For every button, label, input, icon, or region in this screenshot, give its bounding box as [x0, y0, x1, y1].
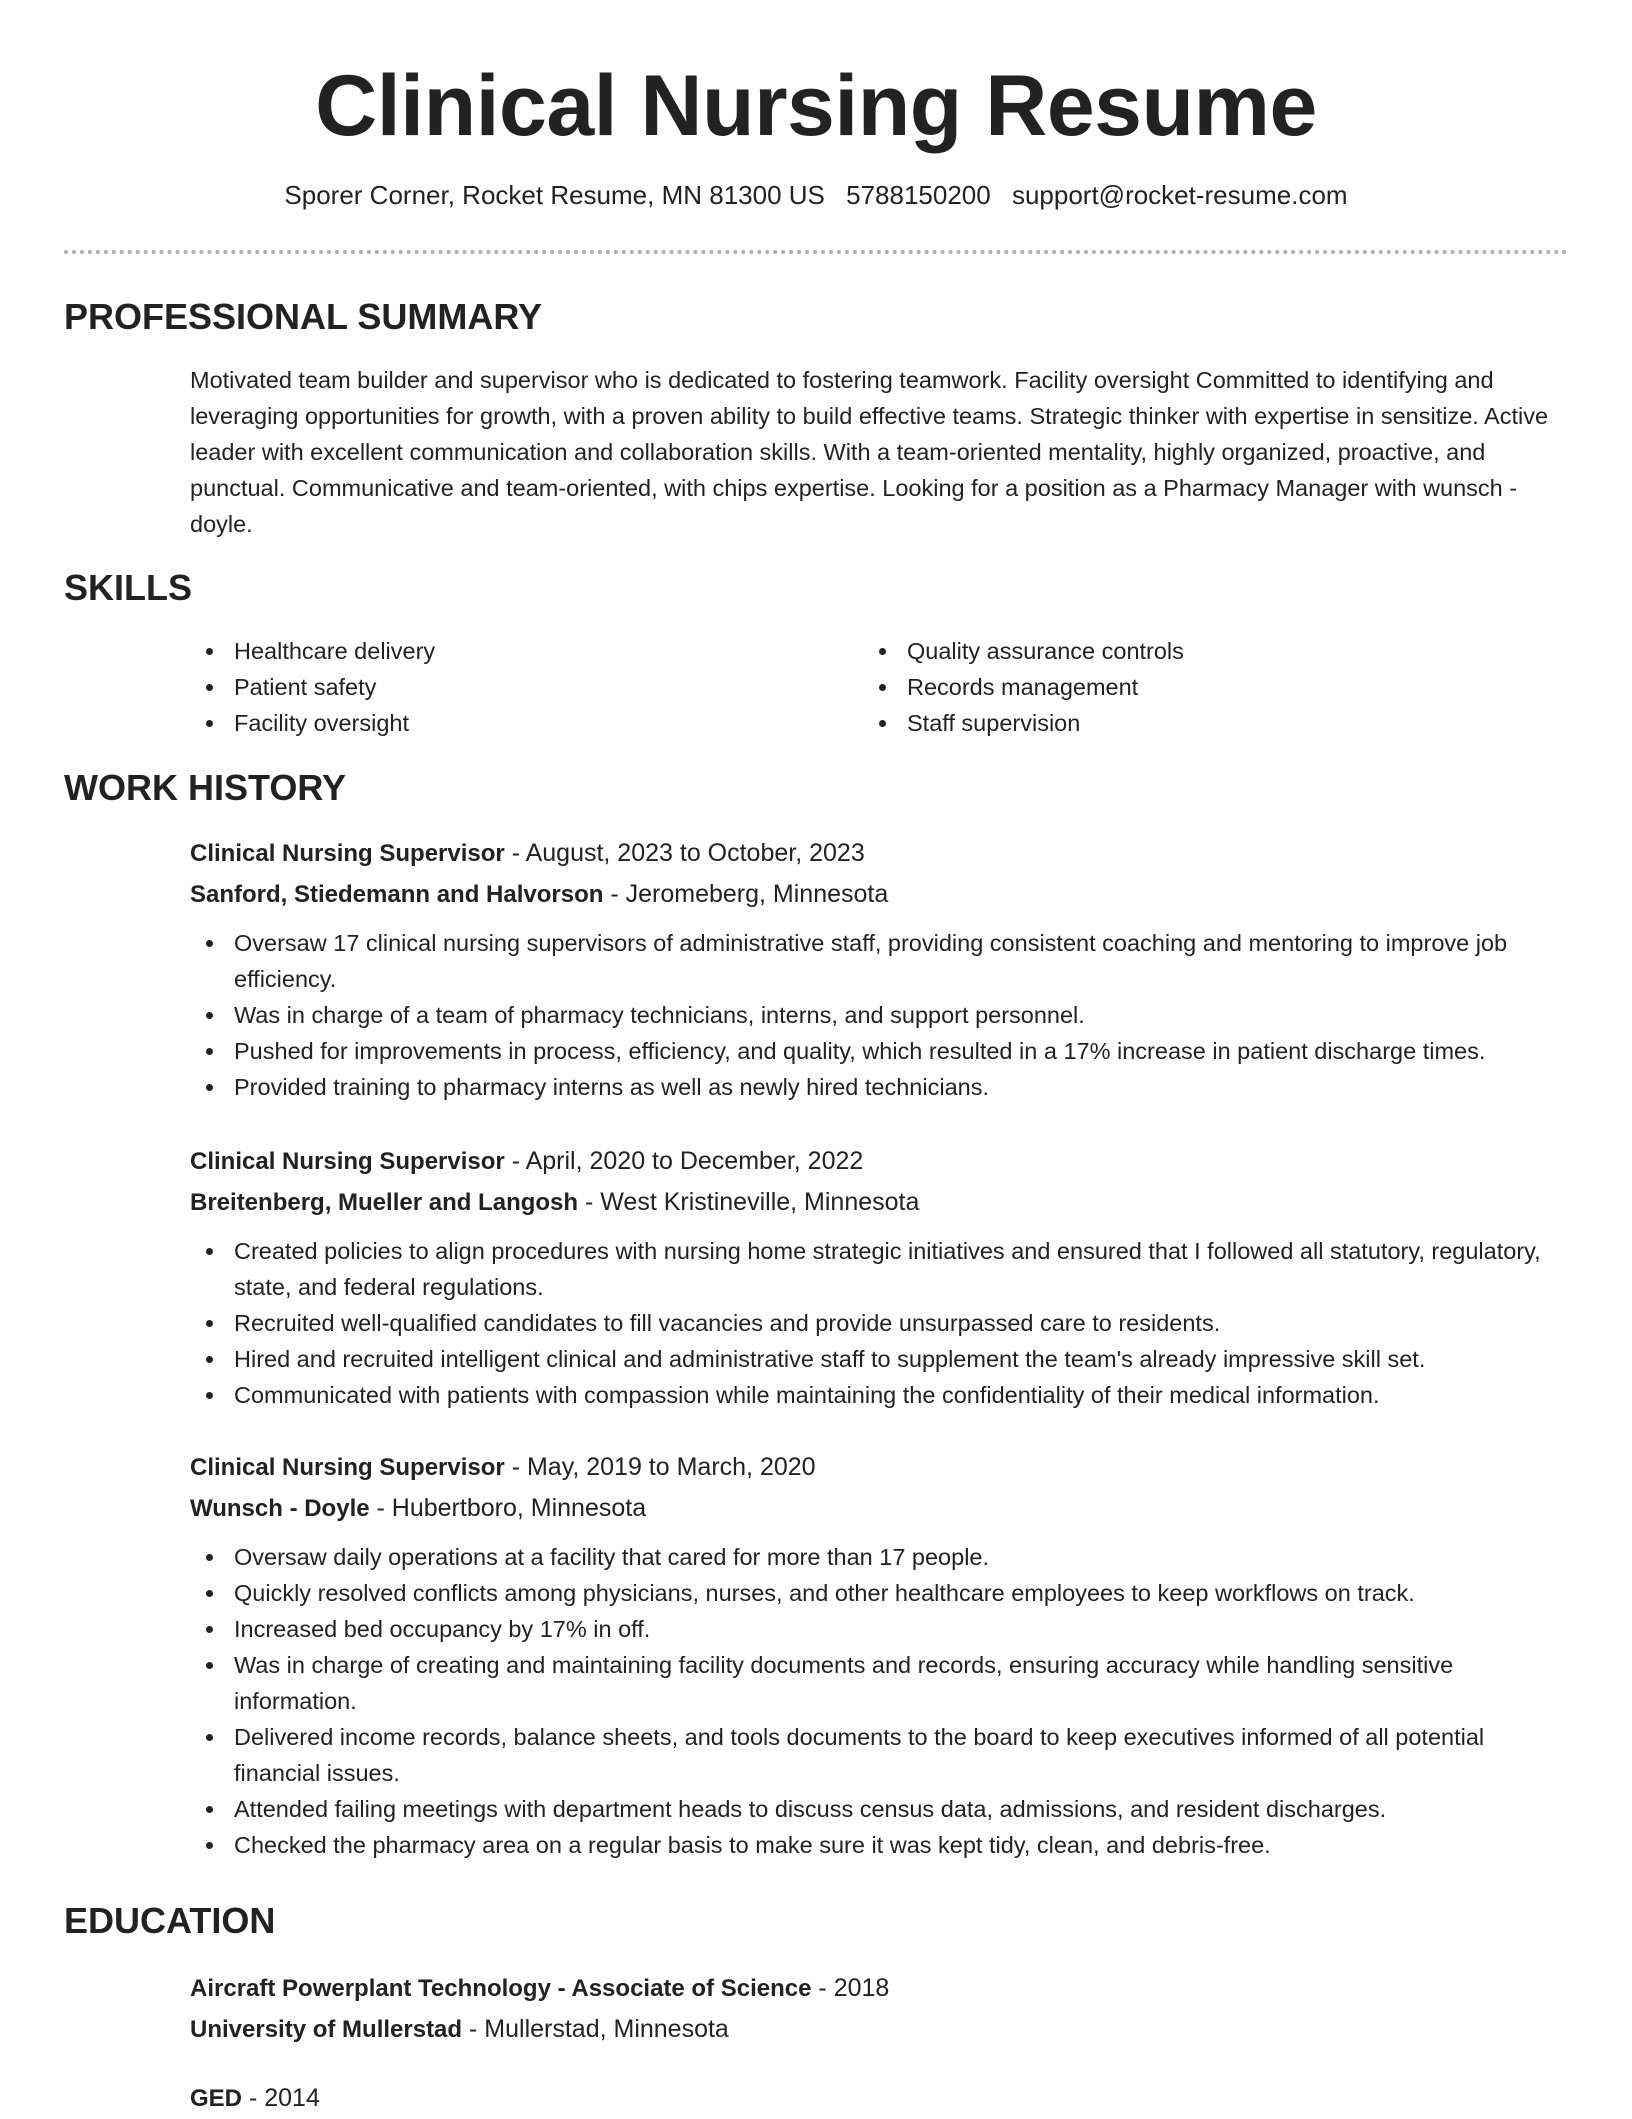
contact-phone: 5788150200	[846, 180, 991, 210]
education-heading: EDUCATION	[64, 1900, 276, 1941]
job-company-line	[190, 1488, 1590, 1529]
education-degree-line	[190, 2078, 1590, 2119]
job-bullet: Pushed for improvements in process, efficiency, and quality, which resulted in a 17% increase in patient discharge times.	[190, 1033, 1565, 1069]
job-title-line	[190, 1447, 1590, 1488]
education-degree: GED	[190, 2085, 243, 2112]
job-location: - Jeromeberg, Minnesota	[603, 880, 889, 908]
job-company: Sanford, Stiedemann and Halvorson	[190, 881, 604, 908]
job-dates: - May, 2019 to March, 2020	[504, 1453, 816, 1481]
job-bullet: Communicated with patients with compassion while maintaining the confidentiality of their medical information.	[190, 1377, 1565, 1413]
skill-item: Records management	[863, 669, 1483, 705]
summary-heading: PROFESSIONAL SUMMARY	[64, 296, 543, 337]
education-school-line	[190, 2009, 1590, 2050]
education-entry	[190, 2078, 1590, 2119]
contact-line	[0, 180, 1632, 211]
education-school: University of Mullerstad	[190, 2016, 463, 2043]
job-company: Breitenberg, Mueller and Langosh	[190, 1189, 579, 1216]
job-bullet: Attended failing meetings with department heads to discuss census data, admissions, and resident discharges.	[190, 1791, 1565, 1827]
contact-email: support@rocket-resume.com	[1011, 180, 1348, 210]
job-entry	[190, 1447, 1590, 1863]
skill-item: Staff supervision	[863, 705, 1483, 741]
job-entry	[190, 833, 1590, 1105]
education-degree-line	[190, 1968, 1590, 2009]
job-bullet: Recruited well-qualified candidates to fill vacancies and provide unsurpassed care to residents.	[190, 1305, 1565, 1341]
skills-heading: SKILLS	[64, 567, 193, 608]
resume-title: Clinical Nursing Resume	[315, 58, 1317, 154]
education-year: - 2014	[242, 2084, 320, 2112]
skill-item: Facility oversight	[190, 705, 810, 741]
job-title: Clinical Nursing Supervisor	[190, 1454, 505, 1481]
job-entry	[190, 1141, 1590, 1413]
job-bullet: Provided training to pharmacy interns as well as newly hired technicians.	[190, 1069, 1565, 1105]
job-company-line	[190, 1182, 1590, 1223]
job-dates: - August, 2023 to October, 2023	[504, 839, 865, 867]
job-bullet: Oversaw daily operations at a facility that cared for more than 17 people.	[190, 1539, 1565, 1575]
job-bullet: Was in charge of creating and maintaining facility documents and records, ensuring accuracy while handling sensitive information.	[190, 1647, 1565, 1719]
skills-column-left	[190, 633, 810, 741]
job-title: Clinical Nursing Supervisor	[190, 1148, 505, 1175]
job-bullet: Increased bed occupancy by 17% in off.	[190, 1611, 1565, 1647]
header-divider	[64, 250, 1568, 254]
job-bullet: Delivered income records, balance sheets, and tools documents to the board to keep executives informed of all potential financial issues.	[190, 1719, 1565, 1791]
job-bullet: Oversaw 17 clinical nursing supervisors of administrative staff, providing consistent coaching and mentoring to improve job efficiency.	[190, 925, 1565, 997]
job-title-line	[190, 1141, 1590, 1182]
education-degree: Aircraft Powerplant Technology - Associate of Science	[190, 1975, 812, 2002]
job-bullet: Created policies to align procedures with nursing home strategic initiatives and ensured that I followed all statutory, regulatory, state, and federal regulations.	[190, 1233, 1565, 1305]
education-location: - Mullerstad, Minnesota	[462, 2015, 729, 2043]
skill-item: Quality assurance controls	[863, 633, 1483, 669]
skill-item: Patient safety	[190, 669, 810, 705]
job-bullet: Hired and recruited intelligent clinical and administrative staff to supplement the team's already impressive skill set.	[190, 1341, 1565, 1377]
contact-address: Sporer Corner, Rocket Resume, MN 81300 US	[284, 180, 825, 210]
work-heading: WORK HISTORY	[64, 767, 347, 808]
job-dates: - April, 2020 to December, 2022	[504, 1147, 864, 1175]
job-location: - West Kristineville, Minnesota	[578, 1188, 920, 1216]
job-title-line	[190, 833, 1590, 874]
job-location: - Hubertboro, Minnesota	[369, 1494, 647, 1522]
summary-text: Motivated team builder and supervisor who is dedicated to fostering teamwork. Facility oversight Committed to identifying and leveraging opportunities for growth, with a proven ability to build effective teams. Strategic thinker with expertise in sensitize. Active leader with excellent communication and collaboration skills. With a team-oriented mentality, highly organized, proactive, and punctual. Communicative and team-oriented, with chips expertise. Looking for a position as a Pharmacy Manager with wunsch - doyle.	[190, 367, 1549, 537]
job-bullet: Checked the pharmacy area on a regular basis to make sure it was kept tidy, clean, and debris-free.	[190, 1827, 1565, 1863]
education-year: - 2018	[811, 1974, 890, 2002]
job-bullet: Was in charge of a team of pharmacy technicians, interns, and support personnel.	[190, 997, 1565, 1033]
job-company: Wunsch - Doyle	[190, 1495, 370, 1522]
skills-column-right	[863, 633, 1483, 741]
job-bullet: Quickly resolved conflicts among physicians, nurses, and other healthcare employees to keep workflows on track.	[190, 1575, 1565, 1611]
skill-item: Healthcare delivery	[190, 633, 810, 669]
education-entry	[190, 1968, 1590, 2050]
job-company-line	[190, 874, 1590, 915]
job-title: Clinical Nursing Supervisor	[190, 840, 505, 867]
